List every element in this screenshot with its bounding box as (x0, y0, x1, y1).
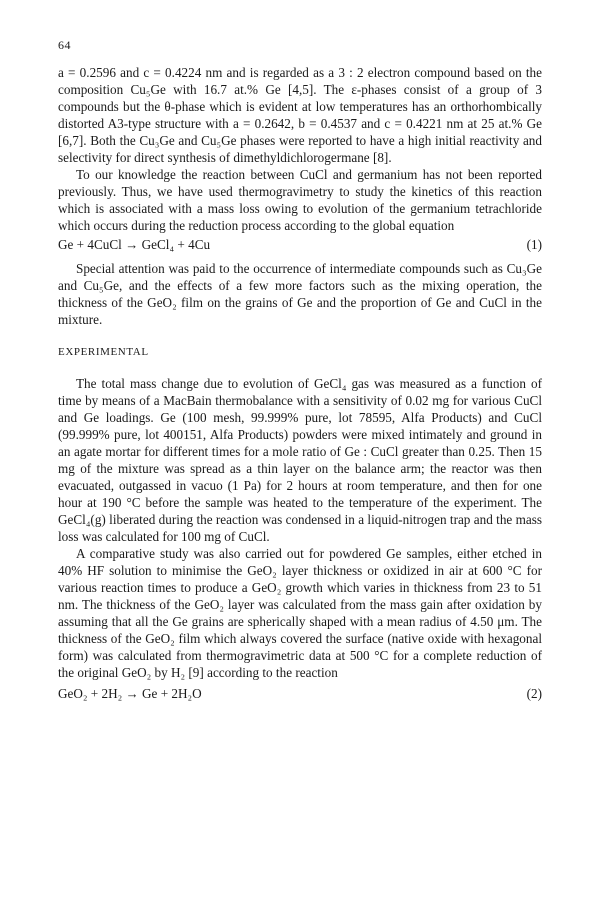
paragraph-comparative-study: A comparative study was also carried out for powdered Ge samples, either etched in 40% HF solution to minimise the GeO₂ layer thickness or oxidized in air at 600 °C for various reaction times to produce a GeO₂ growth which varies in thickness from 23 to 51 nm. The thickness of the GeO₂ layer was calculated from the mass gain after oxidation by assuming that all the Ge grains are spherically shaped with a mean radius of 4.50 μm. The thickness of the GeO₂ film which always covered the surface (native oxide with hexagonal form) was calculated from thermogravimetric data at 500 °C for a complete reduction of the original GeO₂ by H₂ [9] according to the reaction (58, 546, 542, 680)
equation-1-number: (1) (526, 237, 542, 252)
page-number: 64 (58, 38, 71, 52)
equation-2-text: GeO₂ + 2H₂ → Ge + 2H₂O (58, 686, 202, 701)
equation-1 (58, 236, 542, 253)
paragraph-experimental-method: The total mass change due to evolution of GeCl₄ gas was measured as a function of time by means of a MacBain thermobalance with a sensitivity of 0.02 mg for various CuCl and Ge loadings. Ge (100 mesh, 99.999% pure, lot 78595, Alfa Products) and CuCl (99.999% pure, lot 400151, Alfa Products) powders were mixed intimately and ground in an agate mortar for different times for a mole ratio of Ge : CuCl greater than 0.25. Then 15 mg of the mixture was spread as a thin layer on the balance arm; the reactor was then evacuated, outgassed in vacuo (1 Pa) for 2 hours at room temperature, and then for one hour at 190 °C before the sample was heated to the temperature of the experiment. The GeCl₄(g) liberated during the reaction was condensed in a liquid-nitrogen trap and the mass loss was calculated for 100 mg of CuCl. (58, 376, 542, 544)
section-heading-experimental: EXPERIMENTAL (58, 346, 149, 358)
equation-1-text: Ge + 4CuCl → GeCl₄ + 4Cu (58, 237, 211, 252)
article-body (58, 64, 542, 709)
paragraph-structure-description: a = 0.2596 and c = 0.4224 nm and is regarded as a 3 : 2 electron compound based on the composition Cu₅Ge with 16.7 at.% Ge [4,5]. The ε-phases consist of a group of 3 compounds but the θ-phase which is evident at low temperatures has an orthorhombically distorted A3-type structure with a = 0.2642, b = 0.4537 and c = 0.4221 nm at 25 at.% Ge [6,7]. Both the Cu₃Ge and Cu₅Ge phases were reported to have a high initial reactivity and selectivity for direct synthesis of dimethyldichlorogermane [8]. (58, 65, 542, 165)
equation-2-number: (2) (526, 686, 542, 701)
paragraph-motivation: To our knowledge the reaction between CuCl and germanium has not been reported previously. Thus, we have used thermogravimetry to study the kinetics of this reaction which is associated with a mass loss owing to evolution of the germanium tetrachloride which occurs during the reduction process according to the global equation (58, 167, 542, 233)
paragraph-special-attention: Special attention was paid to the occurrence of intermediate compounds such as Cu₃Ge and Cu₅Ge, and the effects of a few more factors such as the mixing operation, the thickness of the GeO₂ film on the grains of Ge and the proportion of Ge and CuCl in the mixture. (58, 261, 542, 327)
equation-2 (58, 685, 542, 702)
